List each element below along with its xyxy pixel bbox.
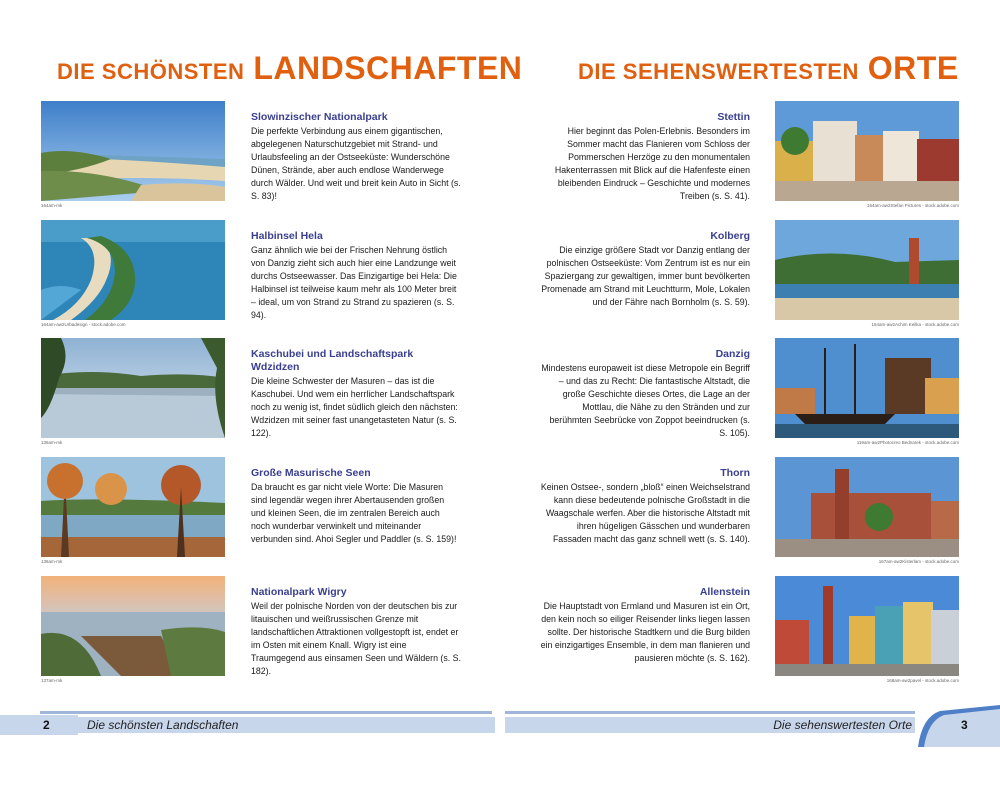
photo-credit: 135am-mk bbox=[41, 440, 63, 445]
entry-body: Die Hauptstadt von Ermland und Masuren ist ein Ort, den kein noch so eiliger Reisender links liegen lassen sollte. Der historische Stadtkern und die Burg bilden ein einzigartiges Ensemble, in dem man flanieren und pausieren möchte (s. S. 162). bbox=[540, 601, 750, 663]
footer-line-left bbox=[40, 711, 492, 714]
entry-body: Die einzige größere Stadt vor Danzig entlang der polnischen Ostseeküste: Vom Zentrum ist es nur ein Spaziergang zur gewaltigen, immer bunt bevölkerten Promenade am Strand mit Leuchtturm, Mole, Lokalen und der Fähre nach Bornholm (s. S. 59). bbox=[541, 245, 750, 307]
landscape-entry-hela bbox=[41, 220, 461, 332]
entry-body: Keinen Ostsee-, sondern „bloß“ einen Weichselstrand kann diese bedeutende polnische Großstadt in die Waagschale werfen. Aber die historische Altstadt mit ihren hügeligen Gässchen und wunderbaren Fassaden macht das ganz schnell wett (s. S. 140). bbox=[540, 482, 750, 544]
entry-heading: Slowinzischer Nationalpark bbox=[251, 111, 388, 123]
photo-credit: 164am-aw2Stefan Pictures - stock.adobe.com bbox=[866, 203, 959, 208]
entry-text bbox=[251, 586, 461, 677]
footer-section-title-left: Die schönsten Landschaften bbox=[87, 718, 239, 732]
entry-heading: Nationalpark Wigry bbox=[251, 586, 347, 598]
landscape-entry-kaschubei bbox=[41, 338, 461, 450]
title-small-text: DIE SEHENSWERTESTEN bbox=[578, 59, 859, 84]
autumn-lake-photo bbox=[41, 457, 225, 557]
title-big-text: ORTE bbox=[867, 50, 959, 86]
town-hall-photo bbox=[775, 457, 959, 557]
town-entry-kolberg bbox=[540, 220, 960, 332]
footer-line-right bbox=[505, 711, 915, 714]
market-square-photo bbox=[775, 101, 959, 201]
footer-section-title-right: Die sehenswertesten Orte bbox=[773, 718, 912, 732]
entry-heading: Thorn bbox=[720, 467, 750, 479]
right-page-title bbox=[578, 52, 959, 84]
beach-dunes-photo bbox=[41, 101, 225, 201]
photo-credit: 167am-aw2Kisterlam - stock.adobe.com bbox=[878, 559, 959, 564]
entry-body: Weil der polnische Norden von der deutschen bis zur litauischen und weißrussischen Grenze mit landschaftlichen Attraktionen vollgestopft ist, endet er im Osten mit einem Knall. Wigry ist eine Traumgegend aus einsamen Seen und Wäldern (s. S. 182). bbox=[251, 601, 461, 676]
photo-credit: 168am-aw2pavel - stock.adobe.com bbox=[886, 678, 959, 683]
entry-text bbox=[540, 111, 750, 202]
page-number-box-left bbox=[0, 715, 78, 735]
entry-text bbox=[251, 111, 461, 202]
page-number-tab-right bbox=[918, 703, 1000, 747]
entry-body: Ganz ähnlich wie bei der Frischen Nehrung östlich von Danzig zieht sich auch hier eine Landzunge weit durchs Ostseewasser. Das Einzigartige bei Hela: Die Halbinsel ist teilweise kaum mehr als 100 Meter breit – ideal, um von Strand zu Strand zu spazieren (s. S. 94). bbox=[251, 245, 457, 320]
entry-heading: Halbinsel Hela bbox=[251, 230, 323, 242]
landscape-entry-masuren bbox=[41, 457, 461, 569]
town-entry-thorn bbox=[540, 457, 960, 569]
entry-text bbox=[251, 467, 461, 546]
beach-promenade-photo bbox=[775, 220, 959, 320]
entry-heading: Stettin bbox=[717, 111, 750, 123]
photo-credit: 136am-mk bbox=[41, 559, 63, 564]
entry-heading: Allenstein bbox=[699, 586, 750, 598]
entry-text bbox=[540, 230, 750, 309]
town-entry-danzig bbox=[540, 338, 960, 450]
left-page-title bbox=[57, 52, 522, 84]
entry-text bbox=[540, 467, 750, 546]
entry-heading: Danzig bbox=[715, 348, 750, 360]
harbor-ship-photo bbox=[775, 338, 959, 438]
entry-body: Da braucht es gar nicht viele Worte: Die Masuren sind legendär wegen ihrer Abertausenden großen und kleinen Seen, die im zentralen Bereich auch noch wunderbar verwinkelt und miteinander verbunden sind. Ahoi Segler und Paddler (s. S. 159)! bbox=[251, 482, 457, 544]
lake-forest-photo bbox=[41, 338, 225, 438]
entry-text bbox=[251, 348, 461, 440]
entry-heading: Kaschubei und Landschaftspark Wdzidzen bbox=[251, 348, 414, 373]
lake-pier-sunset-photo bbox=[41, 576, 225, 676]
photo-credit: 137am-mk bbox=[41, 678, 63, 683]
landscape-entry-slowinzischer bbox=[41, 101, 461, 213]
photo-credit: 164am-aw2Urbadesign - stock.adobe.com bbox=[41, 322, 126, 327]
entry-heading: Große Masurische Seen bbox=[251, 467, 371, 479]
photo-credit: 164am-mk bbox=[41, 203, 63, 208]
page-number-right: 3 bbox=[961, 718, 968, 732]
entry-body: Mindestens europaweit ist diese Metropole ein Begriff – und das zu Recht: Die fantastische Altstadt, die große Geschichte dieses Ortes, die Lage an der Mottlau, die Nähe zu den Stränden und zur berühmten Seebrücke von Zoppot beeindrucken (s. S. 105). bbox=[541, 363, 750, 438]
peninsula-aerial-photo bbox=[41, 220, 225, 320]
entry-body: Die perfekte Verbindung aus einem gigantischen, abgelegenen Naturschutzgebiet mit Strand- und Urlaubsfeeling an der Ostseeküste: Wunderschöne Dünen, Strände, aber auch endlose Wanderwege durch Wälder. Und weit und breit kein Auto in Sicht (s. S. 83)! bbox=[251, 126, 461, 201]
entry-text bbox=[251, 230, 461, 321]
landscape-entry-wigry bbox=[41, 576, 461, 688]
entry-text bbox=[540, 586, 750, 665]
town-entry-allenstein bbox=[540, 576, 960, 688]
town-entry-stettin bbox=[540, 101, 960, 213]
entry-body: Die kleine Schwester der Masuren – das ist die Kaschubei. Und wem ein herrlicher Landschaftspark noch zu wenig ist, findet südlich gleich den nächsten: Wdzidzen mit seiner fast unangetasteten Natur (s. S. 122). bbox=[251, 376, 458, 438]
title-small-text: DIE SCHÖNSTEN bbox=[57, 59, 245, 84]
page-number-left: 2 bbox=[43, 718, 50, 732]
photo-credit: 164am-aw2Achim Keilka - stock.adobe.com bbox=[871, 322, 959, 327]
entry-text bbox=[540, 348, 750, 439]
title-big-text: LANDSCHAFTEN bbox=[253, 50, 523, 86]
entry-heading: Kolberg bbox=[710, 230, 750, 242]
photo-credit: 119am-aw2Photocreo Bednarek - stock.adobe.com bbox=[856, 440, 959, 445]
entry-body: Hier beginnt das Polen-Erlebnis. Besonders im Sommer macht das Flanieren vom Schloss der Pommerschen Herzöge zu den monumentalen Hakenterrassen mit Blick auf die Hafenfeste einen bleibenden Eindruck – Geschichte und modernes Treiben (s. S. 41). bbox=[554, 126, 750, 201]
colorful-facades-photo bbox=[775, 576, 959, 676]
